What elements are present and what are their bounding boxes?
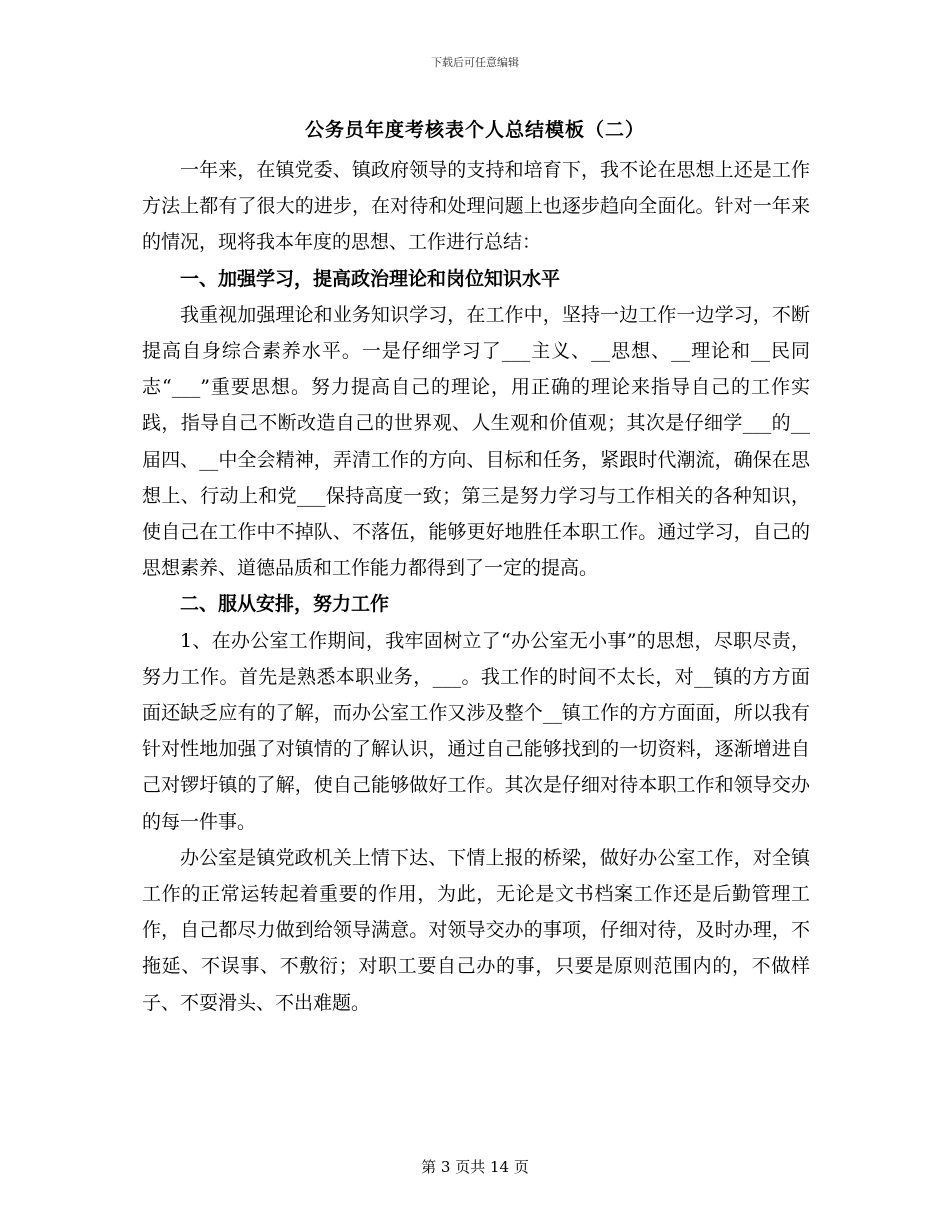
section-heading-1: 一、加强学习，提高政治理论和岗位知识水平 [180, 267, 561, 290]
paragraph-office-work: 1、在办公室工作期间，我牢固树立了“办公室无小事”的思想，尽职尽责，努力工作。首先是熟悉本职业务，___。我工作的时间不太长，对__镇的方方面面还缺乏应有的了解，而办公室工作又涉及整个__镇工作的方方面面，所以我有针对性地加强了对镇情的了解认识，通过自己能够找到的一切资料，逐渐增进自己对锣圩镇的了解，使自己能够做好工作。其次是仔细对待本职工作和领导交办的每一件事。 [142, 629, 810, 833]
paragraph-office-role: 办公室是镇党政机关上情下达、下情上报的桥梁，做好办公室工作，对全镇工作的正常运转起着重要的作用，为此，无论是文书档案工作还是后勤管理工作，自己都尽力做到给领导满意。对领导交办的事项，仔细对待，及时办理，不拖延、不误事、不敷衍；对职工要自己办的事，只要是原则范围内的，不做样子、不耍滑头、不出难题。 [142, 846, 810, 1014]
paragraph-study: 我重视加强理论和业务知识学习，在工作中，坚持一边工作一边学习，不断提高自身综合素养水平。一是仔细学习了___主义、__思想、__理论和__民同志“___”重要思想。努力提高自己的理论，用正确的理论来指导自己的工作实践，指导自己不断改造自己的世界观、人生观和价值观；其次是仔细学___的__届四、__中全会精神，弄清工作的方向、目标和任务，紧跟时代潮流，确保在思想上、行动上和党___保持高度一致；第三是努力学习与工作相关的各种知识，使自己在工作中不掉队、不落伍，能够更好地胜任本职工作。通过学习，自己的思想素养、道德品质和工作能力都得到了一定的提高。 [142, 303, 810, 580]
page-number: 第 3 页共 14 页 [421, 1158, 529, 1176]
section-heading-2: 二、服从安排，努力工作 [180, 593, 390, 616]
page-header-note: 下载后可任意编辑 [431, 56, 519, 69]
paragraph-intro: 一年来，在镇党委、镇政府领导的支持和培育下，我不论在思想上还是工作方法上都有了很大的进步，在对待和处理问题上也逐步趋向全面化。针对一年来的情况，现将我本年度的思想、工作进行总结： [142, 159, 810, 254]
document-body [142, 152, 810, 1021]
document-title: 公务员年度考核表个人总结模板（二） [304, 119, 645, 141]
